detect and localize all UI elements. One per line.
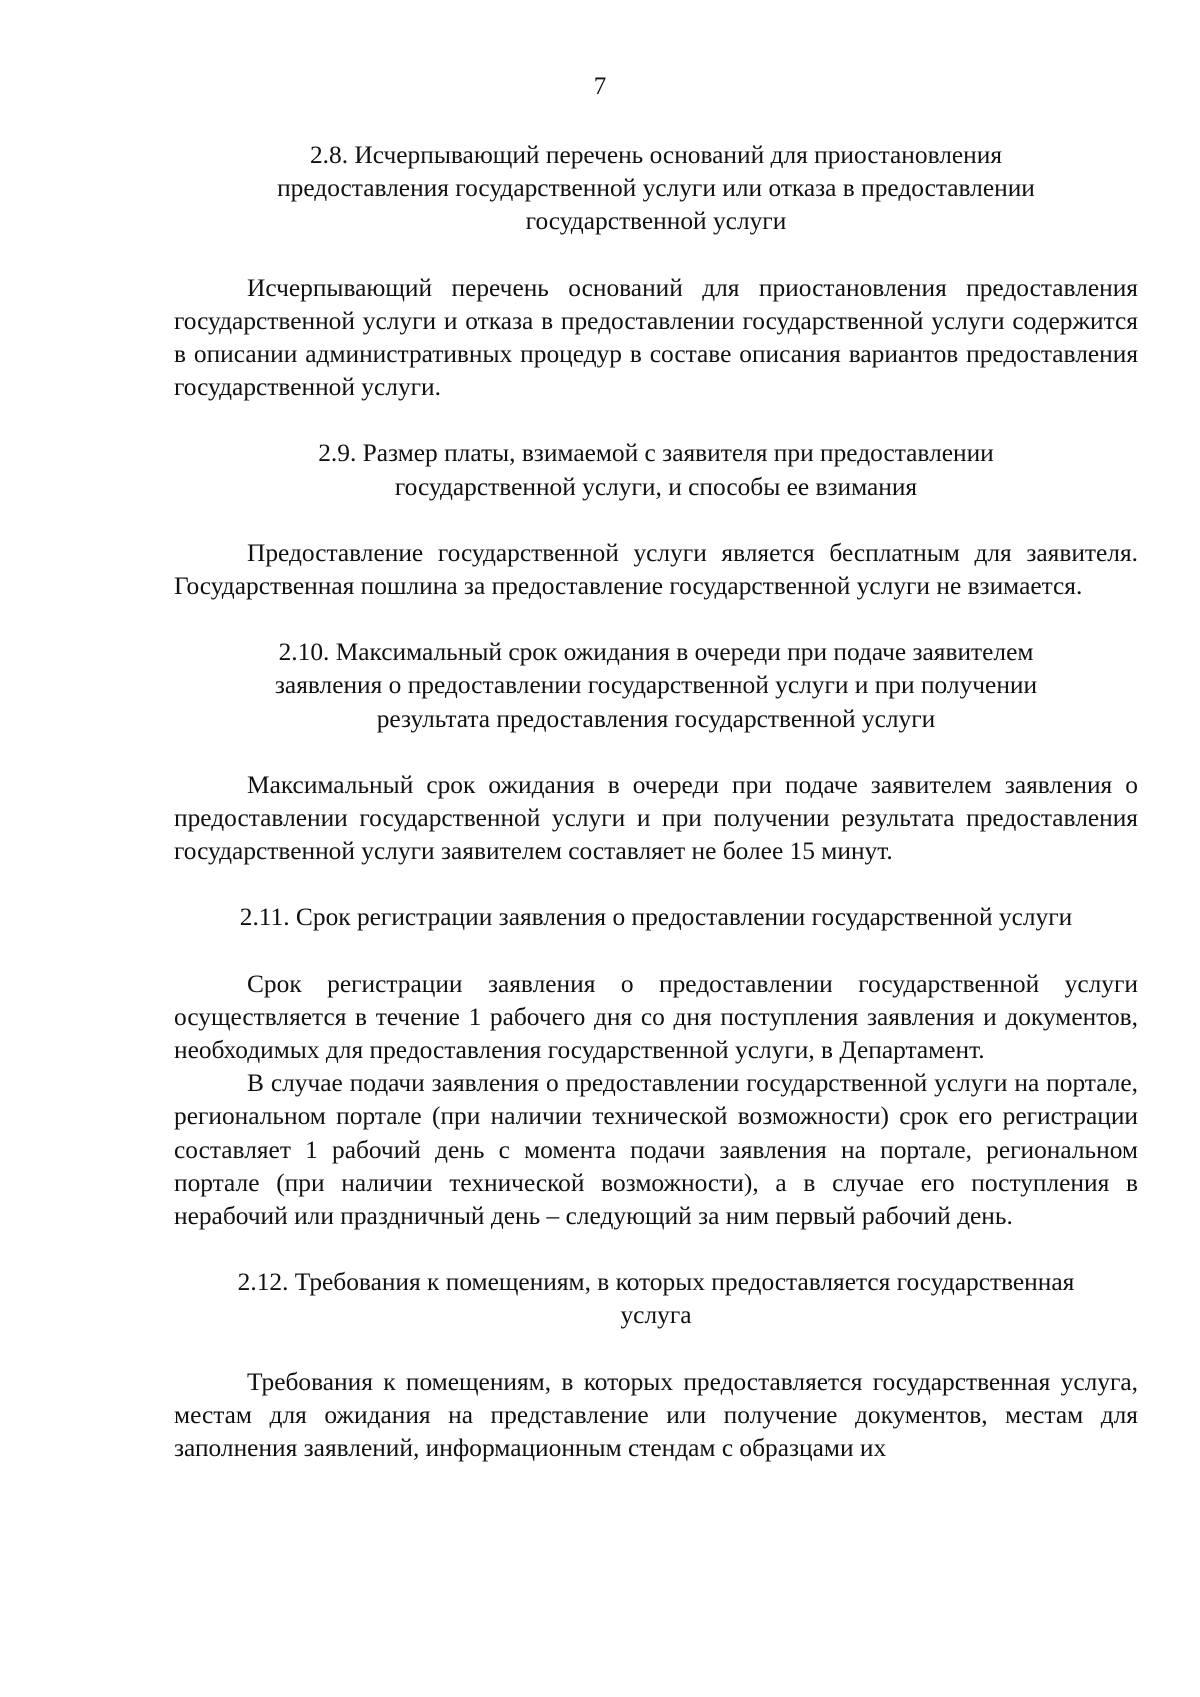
paragraph: В случае подачи заявления о предоставлении государственной услуги на портале, региональном портале (при наличии технической возможности) срок его регистрации составляет 1 рабочий день с момента подачи заявления на портале, региональном портале (при наличии технической возможности), а в случае его поступления в нерабочий или праздничный день – следующий за ним первый рабочий день.: [174, 1069, 1138, 1231]
section-heading-2-8: [174, 139, 1138, 239]
paragraph: Срок регистрации заявления о предоставлении государственной услуги осуществляется в течение 1 рабочего дня со дня поступления заявления и документов, необходимых для предоставления государственной услуги, в Департамент.: [174, 969, 1138, 1065]
heading-line: результата предоставления государственной услуги: [376, 704, 936, 733]
paragraph: Требования к помещениям, в которых предоставляется государственная услуга, местам для ожидания на представление или получение документов, местам для заполнения заявлений, информационным стендам с образцами их: [174, 1367, 1138, 1463]
heading-line: государственной услуги, и способы ее взимания: [394, 472, 918, 501]
heading-line: услуга: [620, 1301, 692, 1330]
heading-line: 2.10. Максимальный срок ожидания в очереди при подаче заявителем: [278, 638, 1034, 667]
heading-line: 2.9. Размер платы, взимаемой с заявителя при предоставлении: [318, 439, 994, 468]
heading-line: государственной услуги: [525, 207, 787, 236]
document-body: [174, 139, 1138, 1465]
paragraph: Максимальный срок ожидания в очереди при подаче заявителем заявления о предоставлении государственной услуги и при получении результата предоставления государственной услуги заявителем составляет не более 15 минут.: [174, 770, 1138, 866]
section-heading-2-9: [174, 437, 1138, 503]
heading-line: 2.11. Срок регистрации заявления о предоставлении государственной услуги: [239, 903, 1073, 932]
page-number: 7: [593, 73, 607, 100]
paragraph: Предоставление государственной услуги является бесплатным для заявителя. Государственная пошлина за предоставление государственной услуги не взимается.: [174, 538, 1138, 601]
heading-line: заявления о предоставлении государственной услуги и при получении: [274, 671, 1038, 700]
heading-line: 2.8. Исчерпывающий перечень оснований для приостановления: [309, 141, 1003, 169]
section-heading-2-11: [174, 901, 1138, 934]
heading-line: 2.12. Требования к помещениям, в которых предоставляется государственная: [237, 1268, 1075, 1297]
section-heading-2-12: [174, 1266, 1138, 1332]
paragraph: Исчерпывающий перечень оснований для приостановления предоставления государственной услуги и отказа в предоставлении государственной услуги содержится в описании административных процедур в составе описания вариантов предоставления государственной услуги.: [174, 273, 1138, 402]
section-heading-2-10: [174, 636, 1138, 736]
heading-line: предоставления государственной услуги или отказа в предоставлении: [277, 174, 1035, 203]
